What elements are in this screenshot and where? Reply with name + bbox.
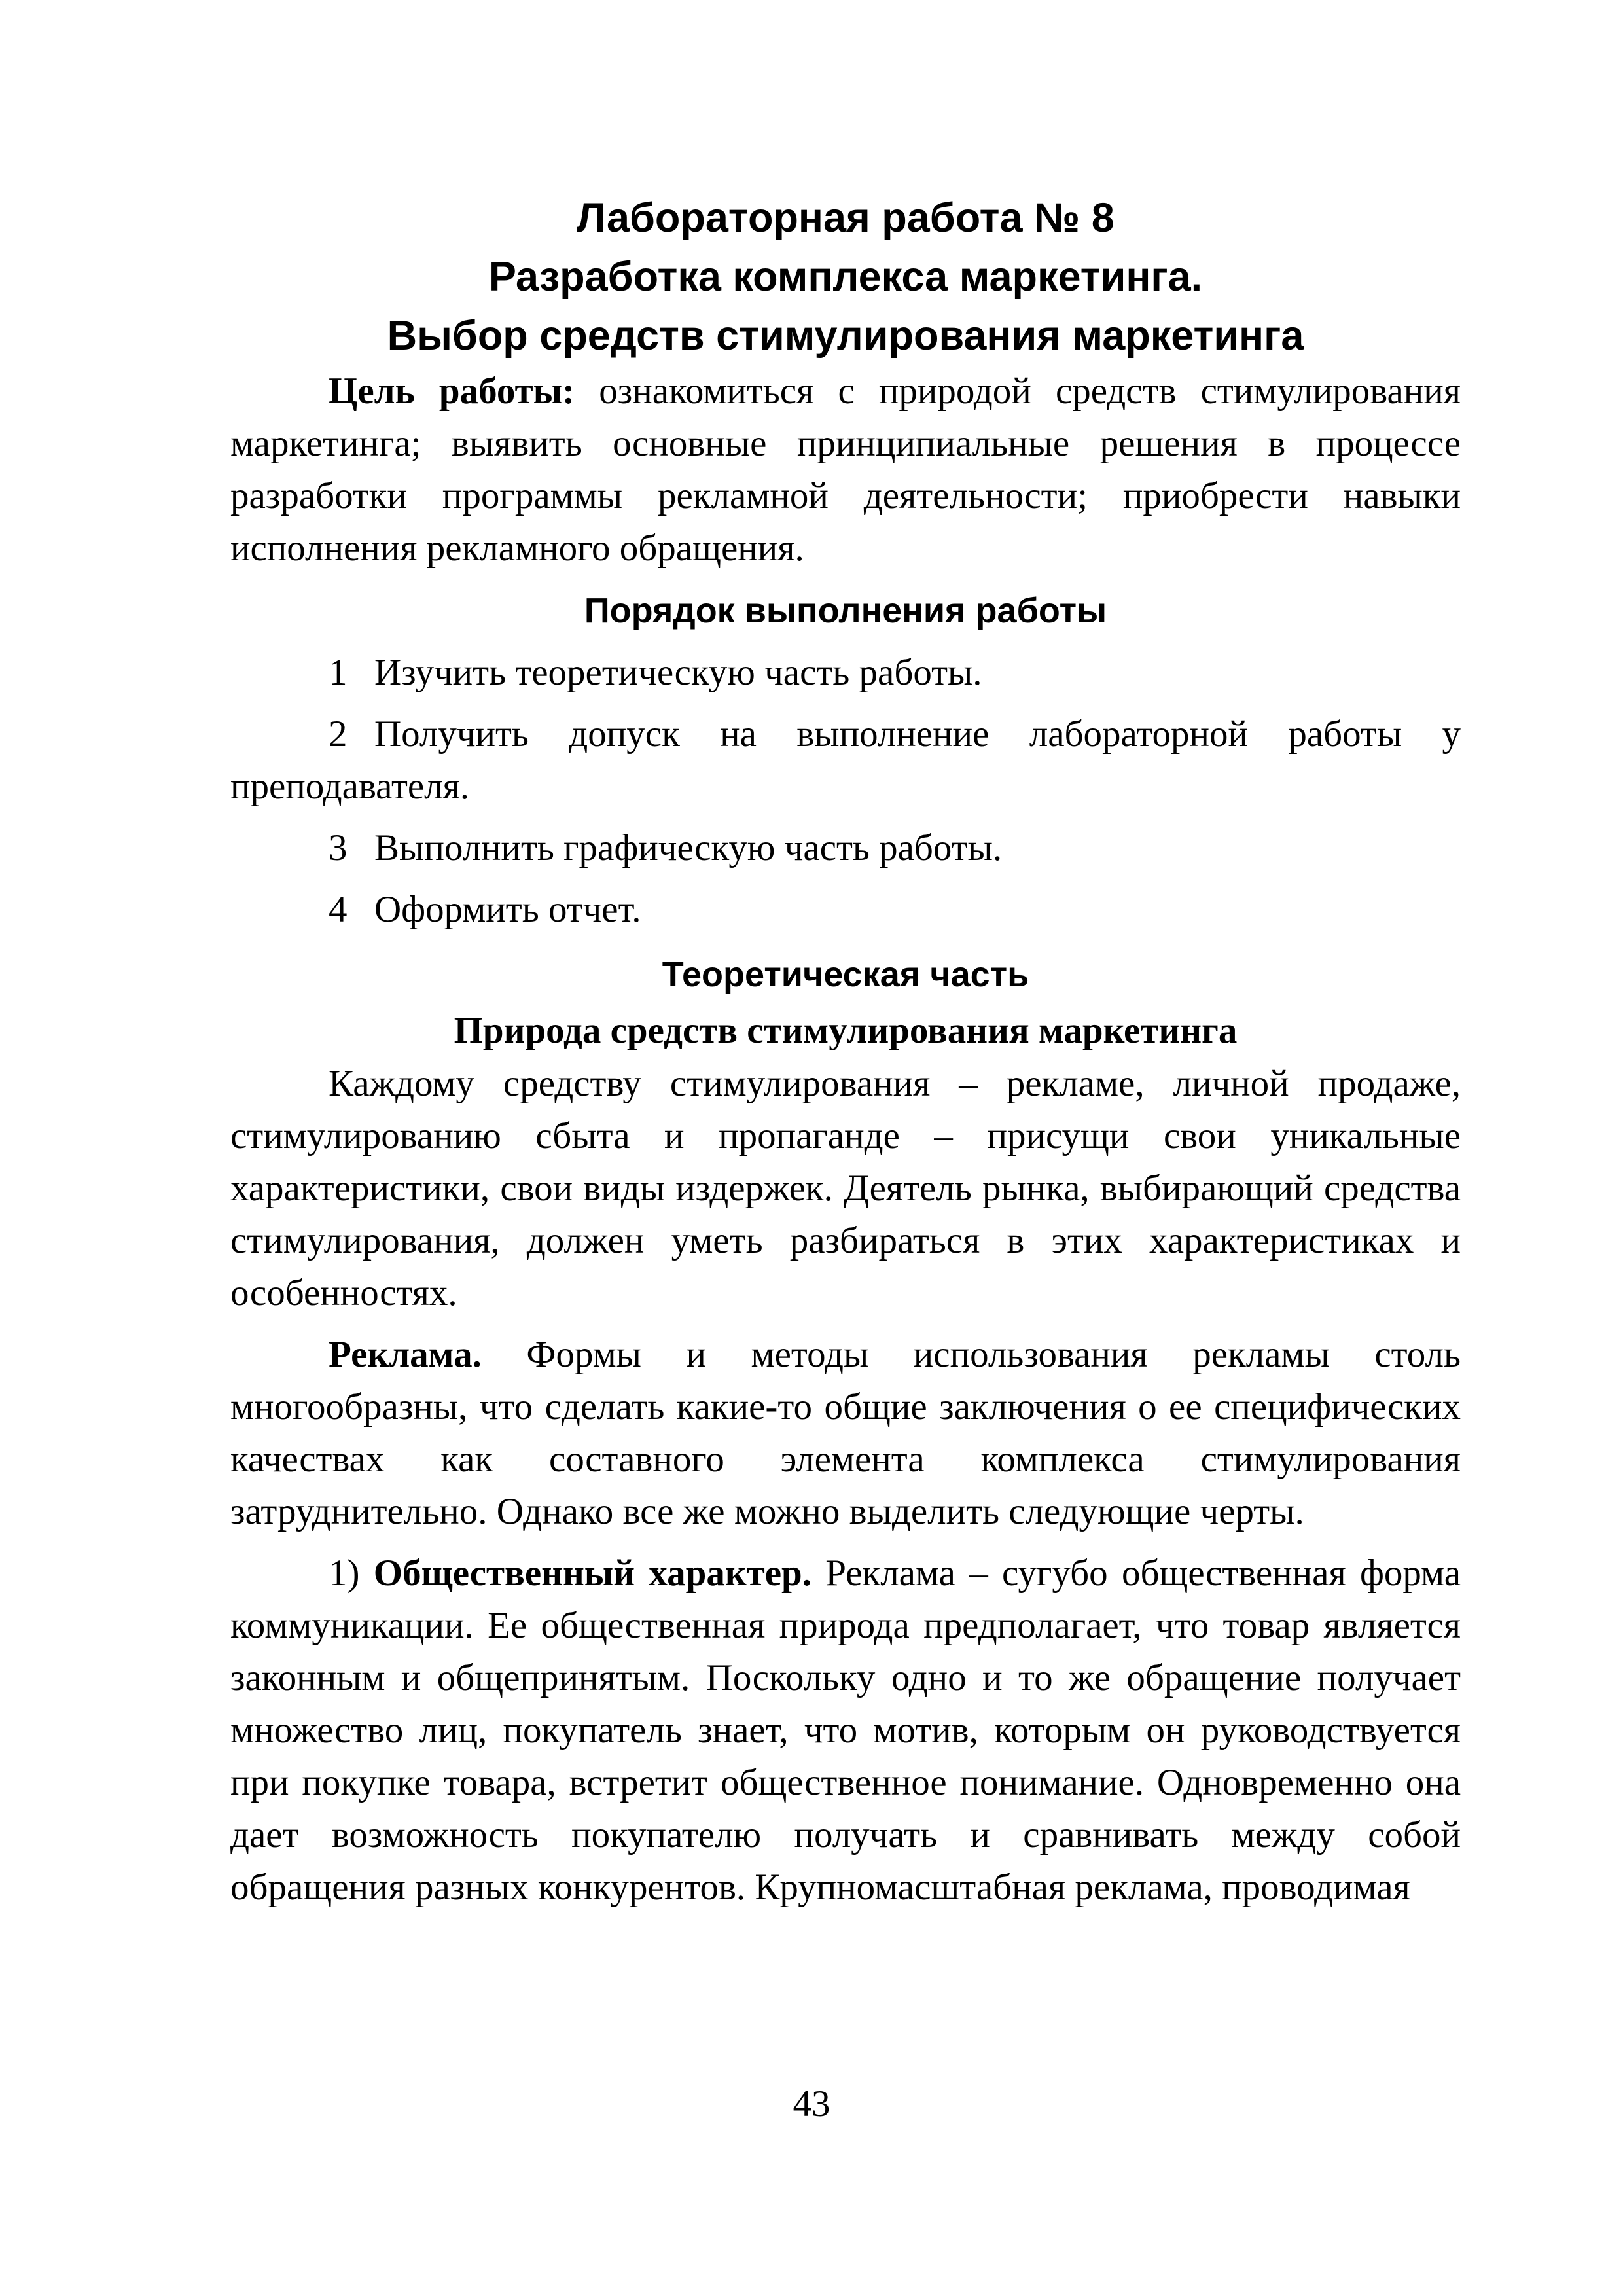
procedure-item-1-num: 1 xyxy=(329,652,348,693)
procedure-item-4-text: Оформить отчет. xyxy=(374,889,641,930)
lab-subtitle-choice: Выбор средств стимулирования маркетинга xyxy=(387,313,1304,359)
feature-1-text: Реклама – сугубо общественная форма коммуникации. Ее общественная природа предполагает, что товар является законным и общепринятым. Поскольку одно и то же обращение получает множество лиц, покупатель знает, что мотив, которым он руководствуется при покупке товара, встретит общественное понимание. Одновременно она дает возможность покупателю получать и сравнивать между собой обращения разных конкурентов. Крупномасштабная реклама, проводимая xyxy=(230,1552,1461,1908)
lab-subtitle-development: Разработка комплекса маркетинга. xyxy=(488,254,1203,300)
theory-subtitle: Природа средств стимулирования маркетинга xyxy=(454,1010,1238,1051)
feature-1-label: Общественный характер. xyxy=(373,1552,812,1594)
theory-paragraph-1: Каждому средству стимулирования – рекламе, личной продаже, стимулированию сбыта и пропаганде – присущи свои уникальные характеристики, свои виды издержек. Деятель рынка, выбирающий средства стимулирования, должен уметь разбираться в этих характеристиках и особенностях. xyxy=(230,1063,1461,1314)
lab-title: Лабораторная работа № 8 xyxy=(577,195,1115,241)
theory-title: Теоретическая часть xyxy=(662,955,1029,994)
advertising-paragraph xyxy=(230,1329,1461,1538)
procedure-title: Порядок выполнения работы xyxy=(584,591,1107,630)
feature-1-paragraph xyxy=(230,1547,1461,1914)
procedure-item-4-num: 4 xyxy=(329,889,348,930)
feature-1-num: 1) xyxy=(329,1552,360,1594)
page-number: 43 xyxy=(793,2083,830,2125)
procedure-item-3-text: Выполнить графическую часть работы. xyxy=(374,827,1003,869)
procedure-item-2 xyxy=(230,708,1461,813)
procedure-item-2-num: 2 xyxy=(329,713,348,755)
page-content xyxy=(230,188,1461,1914)
advertising-text: Формы и методы использования рекламы столь многообразны, что сделать какие-то общие заключения о ее специфических качествах как составного элемента комплекса стимулирования затруднительно. Однако все же можно выделить следующие черты. xyxy=(230,1334,1461,1532)
procedure-item-2-text: Получить допуск на выполнение лабораторной работы у преподавателя. xyxy=(230,713,1461,807)
goal-label: Цель работы: xyxy=(329,370,575,412)
goal-paragraph xyxy=(230,365,1461,575)
goal-text: ознакомиться с природой средств стимулирования маркетинга; выявить основные принципиальные решения в процессе разработки программы рекламной деятельности; приобрести навыки исполнения рекламного обращения. xyxy=(230,370,1461,569)
procedure-item-1-text: Изучить теоретическую часть работы. xyxy=(374,652,982,693)
procedure-item-4 xyxy=(230,884,1461,936)
procedure-item-3-num: 3 xyxy=(329,827,348,869)
advertising-label: Реклама. xyxy=(329,1334,482,1375)
procedure-item-1 xyxy=(230,647,1461,699)
procedure-item-3 xyxy=(230,822,1461,874)
